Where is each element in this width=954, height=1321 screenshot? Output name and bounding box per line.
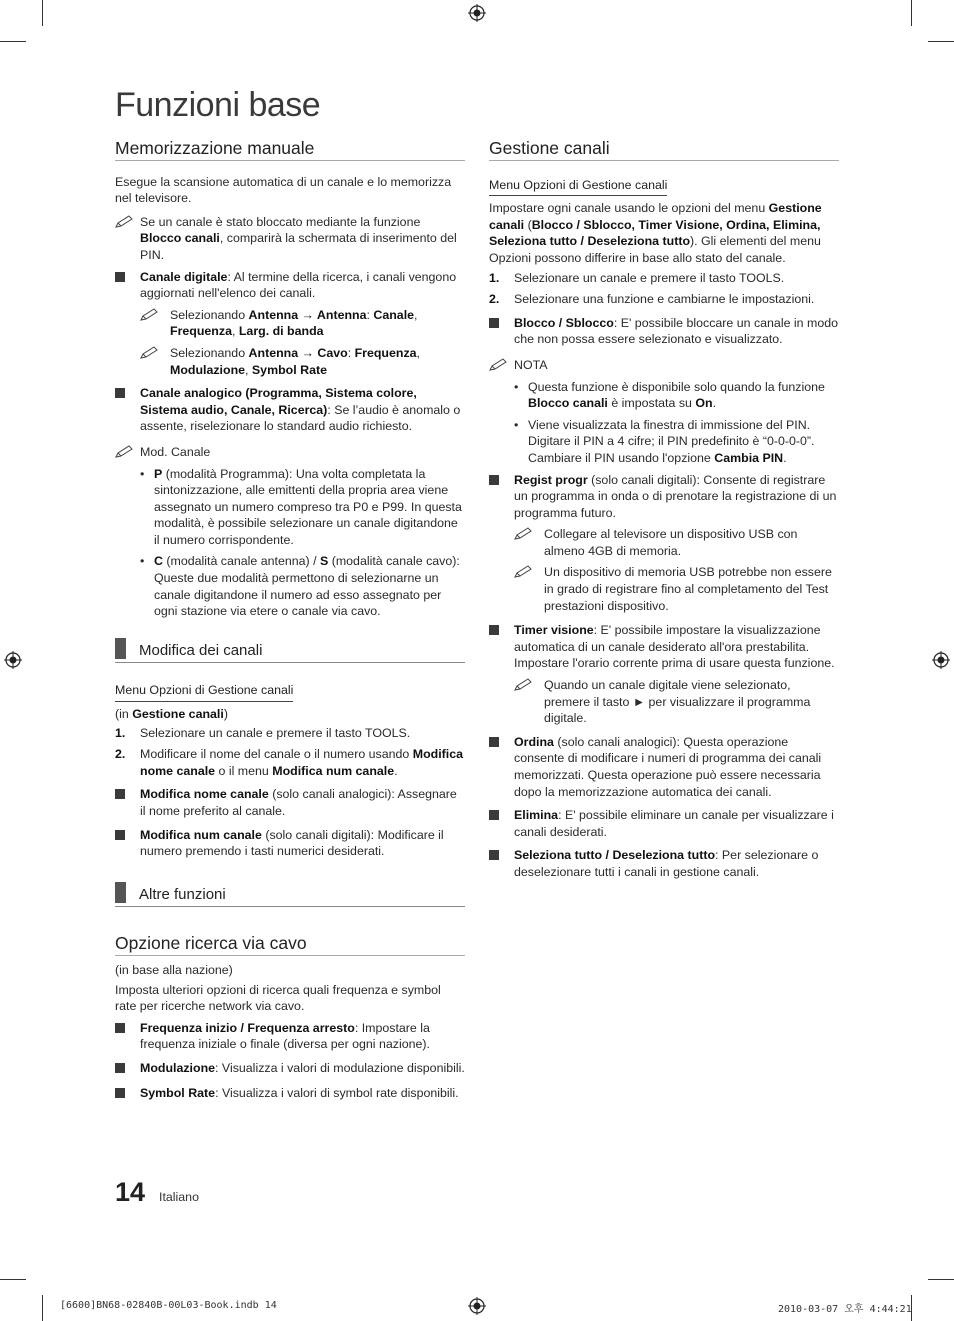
text: Selezionando <box>170 307 249 322</box>
dot-item <box>489 417 839 467</box>
text: (solo canali analogici): Assegnare il nome preferito al canale. <box>140 787 457 818</box>
bullet-item <box>115 827 465 860</box>
section-title-manual-store: Memorizzazione manuale <box>115 138 465 161</box>
text: (solo canali digitali): Modificare il numero premendo i tasti numerici desiderati. <box>140 827 444 859</box>
text: Quando un canale digitale viene selezionato, premere il tasto ► per visualizzare il programma digitale. <box>544 678 811 726</box>
crop-mark <box>911 0 912 26</box>
text: Modificare il nome del canale o il numero usando <box>140 747 413 762</box>
text: NOTA <box>514 357 548 372</box>
text: : <box>347 345 355 360</box>
text-bold: Modifica nome canale <box>140 787 269 802</box>
step-number: 1. <box>489 270 500 285</box>
bullet-item <box>115 385 465 435</box>
text: : Al termine della ricerca, i canali vengono aggiornati nell'elenco dei canali. <box>140 269 457 301</box>
crop-mark <box>42 1295 43 1321</box>
bullet-item <box>489 315 839 348</box>
section-title-channel-management: Gestione canali <box>489 138 839 161</box>
text-bold: Modulazione <box>170 362 246 377</box>
note <box>115 214 465 264</box>
text: Mod. Canale <box>140 444 211 459</box>
text-bold: On <box>695 396 713 411</box>
right-column <box>489 138 839 881</box>
registration-mark-icon <box>468 1297 486 1315</box>
text: Altre funzioni <box>139 885 226 903</box>
text-bold: P <box>154 466 163 481</box>
bullet-item <box>489 847 839 880</box>
text-bold: Frequenza <box>170 324 232 339</box>
text: : Impostare la frequenza iniziale o finale (diversa per ogni nazione). <box>140 1020 430 1052</box>
text: , <box>416 345 420 360</box>
text-bold: Modifica num canale <box>140 827 262 842</box>
crop-mark <box>0 41 26 42</box>
text-bold: Frequenza <box>354 345 417 360</box>
square-bullet-icon <box>489 318 499 328</box>
text: Un dispositivo di memoria USB potrebbe non essere in grado di registrare fino al completamento del Test prestazioni dispositivo. <box>544 565 832 613</box>
text: ( <box>524 217 532 232</box>
step-number: 2. <box>115 747 126 762</box>
step-number: 2. <box>489 292 500 307</box>
text: : Se l’audio è anomalo o assente, riselezionare lo standard audio richiesto. <box>140 402 461 434</box>
text-bold: Antenna → Cavo <box>248 345 348 360</box>
note <box>489 564 839 614</box>
square-bullet-icon <box>115 1088 125 1098</box>
text-bold: Elimina <box>514 808 559 823</box>
text: , comparirà la schermata di inserimento del PIN. <box>140 231 457 262</box>
dot-item <box>115 466 465 549</box>
step-number: 1. <box>115 725 126 740</box>
text-bold: Canale <box>373 307 415 322</box>
dot-item <box>489 379 839 412</box>
crop-mark <box>928 1279 954 1280</box>
square-bullet-icon <box>489 475 499 485</box>
note <box>115 444 465 461</box>
paragraph: Imposta ulteriori opzioni di ricerca quali frequenza e symbol rate per ricerche network via cavo. <box>115 982 441 1014</box>
footer-date: 2010-03-07 오후 4:44:21 <box>778 1304 912 1315</box>
text-bold: Modifica nome canale <box>140 747 464 778</box>
text-bold: Timer visione <box>514 623 594 638</box>
crop-mark <box>42 0 43 26</box>
section-bar-icon <box>115 882 126 903</box>
text-bold: Blocco / Sblocco, Timer Visione, Ordina, Elimina, Seleziona tutto / Deseleziona tutto <box>489 217 821 249</box>
note <box>489 526 839 559</box>
text: : Visualizza i valori di modulazione disponibili. <box>215 1060 465 1075</box>
page-number: 14 <box>115 1177 146 1207</box>
bullet-item <box>115 1020 465 1053</box>
square-bullet-icon <box>489 737 499 747</box>
text-bold: Gestione canali <box>489 201 822 232</box>
text: Collegare al televisore un dispositivo USB con almeno 4GB di memoria. <box>544 527 798 558</box>
crop-mark <box>0 1279 26 1280</box>
text: è impostata su <box>607 396 696 411</box>
menu-path: Menu Opzioni di Gestione canali <box>115 682 293 702</box>
square-bullet-icon <box>115 830 125 840</box>
text: . <box>394 763 398 778</box>
dot-item <box>115 553 465 619</box>
registration-mark-icon <box>932 651 950 669</box>
text-bold: Modulazione <box>140 1060 216 1075</box>
text: Selezionare un canale e premere il tasto <box>514 270 740 285</box>
paragraph: (in base alla nazione) <box>115 962 233 977</box>
text: Viene visualizzata la finestra di immissione del PIN. Digitare il PIN a 4 cifre; il PIN predefinito è “0-0-0-0”. Cambiare il PIN usando l'opzione <box>528 417 815 465</box>
pencil-note-icon <box>514 526 536 540</box>
pencil-note-icon <box>115 214 137 228</box>
text: Selezionare una funzione e cambiarne le impostazioni. <box>514 292 815 307</box>
text: . <box>712 396 717 411</box>
language-label: Italiano <box>159 1190 199 1204</box>
dot-bullet-icon: • <box>514 379 519 394</box>
text: ). Gli elementi del menu Opzioni possono differire in base allo stato del canale. <box>489 234 821 265</box>
section-title-edit-channels <box>115 636 465 664</box>
text: (modalità Programma): Una volta completata la sintonizzazione, alle emittenti della propria area viene assegnato un numero compreso tra P0 e P99. In questa modalità, è possibile selezionare un canale digitandone il numero corrispondente. <box>154 466 462 547</box>
text-bold: Canale digitale <box>140 269 228 284</box>
text: Selezionando <box>170 345 249 360</box>
square-bullet-icon <box>115 272 125 282</box>
text-bold: Modifica num canale <box>272 763 395 778</box>
text-bold: Frequenza inizio / Frequenza arresto <box>140 1020 355 1035</box>
step-item <box>489 270 839 287</box>
text-bold: Symbol Rate <box>251 362 327 377</box>
square-bullet-icon <box>115 789 125 799</box>
text: , <box>414 307 418 322</box>
crop-mark <box>928 41 954 42</box>
text: , <box>245 362 252 377</box>
text: (solo canali analogici): Questa operazione consente di modificare i numeri di programma dei canali memorizzati. Questa operazione può essere necessaria dopo la memorizzazione automatica dei canali. <box>514 734 822 799</box>
text: o il menu <box>215 763 273 778</box>
text: Modifica dei canali <box>139 641 263 659</box>
note <box>115 345 465 378</box>
note <box>115 307 465 340</box>
bullet-item <box>115 1060 465 1078</box>
text-bold: Regist progr <box>514 472 588 487</box>
footer-file-info: [6600]BN68-02840B-00L03-Book.indb 14 <box>60 1300 277 1311</box>
pencil-note-icon <box>140 345 162 359</box>
pencil-note-icon <box>514 677 536 691</box>
square-bullet-icon <box>115 1063 125 1073</box>
square-bullet-icon <box>115 388 125 398</box>
text: : Visualizza i valori di symbol rate disponibili. <box>215 1085 459 1100</box>
section-bar-icon <box>115 638 126 659</box>
text-bold: Canale analogico (Programma, Sistema colore, Sistema audio, Canale, Ricerca) <box>140 386 417 417</box>
text-bold: Blocco / Sblocco <box>514 315 614 330</box>
registration-mark-icon <box>468 4 486 22</box>
dot-bullet-icon: • <box>140 466 145 481</box>
text: . <box>783 450 787 465</box>
text-bold: Larg. di banda <box>238 324 324 339</box>
bullet-item <box>489 734 839 800</box>
text: (solo canali digitali): Consente di registrare un programma in onda o di prenotare la registrazione di un programma futuro. <box>514 472 837 520</box>
text: : Per selezionare o deselezionare tutti i canali in gestione canali. <box>514 848 819 879</box>
note <box>489 357 839 374</box>
paragraph <box>489 200 839 266</box>
text: TOOLS <box>739 270 781 285</box>
pencil-note-icon <box>115 444 137 458</box>
text: : E' possibile bloccare un canale in modo che non possa essere selezionato e visualizzato. <box>514 315 838 347</box>
text: (in <box>115 707 133 722</box>
text: Se un canale è stato bloccato mediante la funzione <box>140 214 421 229</box>
menu-path: Menu Opzioni di Gestione canali <box>489 177 667 197</box>
text-bold: Symbol Rate <box>140 1085 216 1100</box>
text: (modalità canale antenna) / <box>162 554 320 569</box>
text: : E' possibile impostare la visualizzazione automatica di un canale desiderato all'ora prestabilita. Impostare l'orario corrente prima di usare questa funzione. <box>514 623 835 671</box>
note <box>489 677 839 727</box>
text-bold: Ordina <box>514 734 554 749</box>
pencil-note-icon <box>514 564 536 578</box>
text: Questa funzione è disponibile solo quando la funzione <box>528 379 825 394</box>
text-bold: Seleziona tutto / Deseleziona tutto <box>514 848 716 863</box>
text-bold: Blocco canali <box>528 396 608 411</box>
paragraph <box>115 706 465 723</box>
step-item <box>115 746 465 779</box>
section-title-other-functions <box>115 880 465 908</box>
text: Selezionare un canale e premere il tasto <box>140 725 366 740</box>
text: . <box>406 725 411 740</box>
bullet-item <box>115 269 465 302</box>
text-bold: S <box>320 554 329 569</box>
text-bold: C <box>154 554 163 569</box>
registration-mark-icon <box>4 651 22 669</box>
text: : E' possibile eliminare un canale per visualizzare i canali desiderati. <box>514 808 834 839</box>
text-bold: Cambia PIN <box>714 450 784 465</box>
bullet-item <box>489 807 839 840</box>
text: TOOLS <box>365 725 407 740</box>
bullet-item <box>115 786 465 819</box>
text: ) <box>223 707 228 722</box>
square-bullet-icon <box>489 625 499 635</box>
text-bold: Gestione canali <box>132 707 224 722</box>
bullet-item <box>115 1085 465 1103</box>
square-bullet-icon <box>489 850 499 860</box>
bullet-item <box>489 622 839 672</box>
pencil-note-icon <box>140 307 162 321</box>
text-bold: Blocco canali <box>140 231 220 246</box>
paragraph: Esegue la scansione automatica di un canale e lo memorizza nel televisore. <box>115 174 452 206</box>
square-bullet-icon <box>115 1023 125 1033</box>
page-title: Funzioni base <box>115 86 321 124</box>
text: Impostare ogni canale usando le opzioni del menu <box>489 201 769 216</box>
step-item <box>489 291 839 308</box>
text-bold: Antenna → Antenna <box>248 307 367 322</box>
text: , <box>231 324 239 339</box>
bullet-item <box>489 472 839 522</box>
dot-bullet-icon: • <box>514 417 519 432</box>
step-item <box>115 725 465 742</box>
dot-bullet-icon: • <box>140 554 145 569</box>
square-bullet-icon <box>489 810 499 820</box>
text: (modalità canale cavo): Queste due modalità permettono di selezionarne un canale digitandone il numero ad esso assegnato per ogni stazione via etere o canale via cavo. <box>154 554 460 619</box>
text: : <box>366 307 374 322</box>
section-title-cable-search: Opzione ricerca via cavo <box>115 933 465 956</box>
left-column <box>115 138 465 1102</box>
text: . <box>780 270 785 285</box>
pencil-note-icon <box>489 357 511 371</box>
